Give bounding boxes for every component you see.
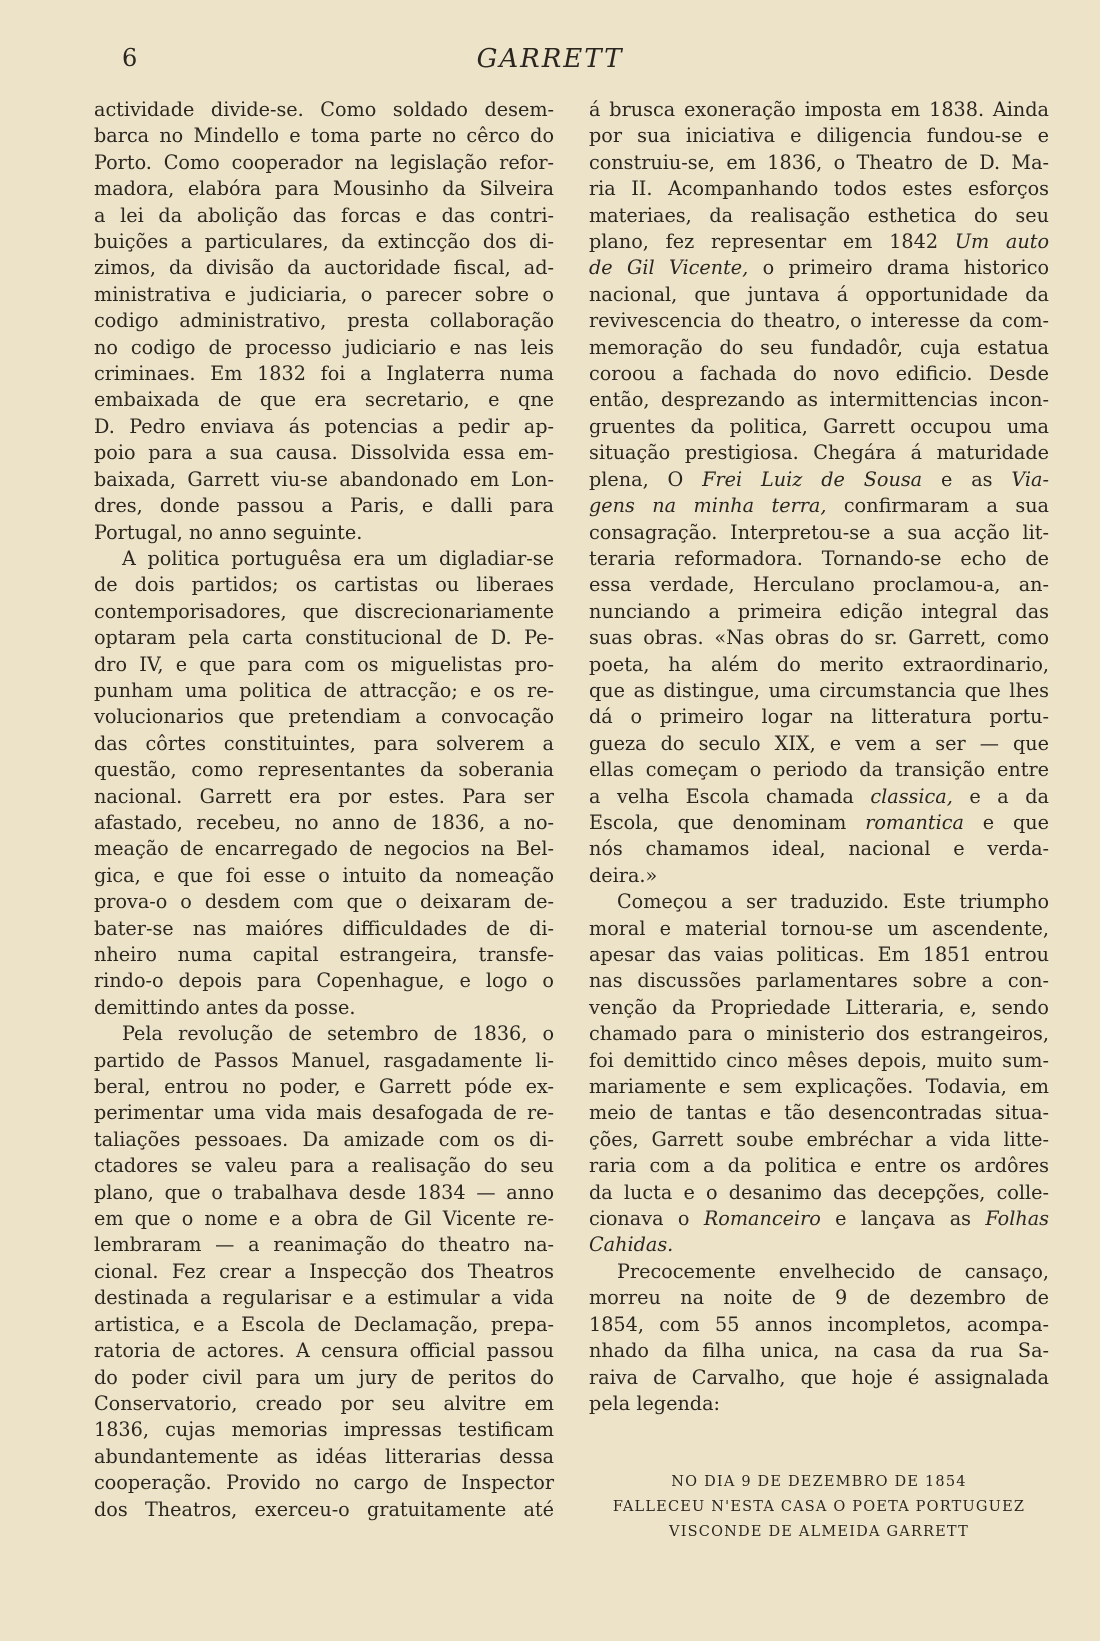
text-line: de dois partidos; os cartistas ou liberaes [94, 573, 554, 597]
text-line: Começou a ser traduzido. Este triumpho [617, 890, 1049, 914]
text-line: bater-se nas maióres difficuldades de di- [94, 916, 554, 940]
text-line: materiaes, da realisação esthetica do seu [589, 203, 1049, 227]
text-line: nunciando a primeira edição integral das [589, 599, 1049, 623]
text-line: optaram pela carta constitucional de D. Pe- [94, 626, 554, 650]
text-line: criminaes. Em 1832 foi a Inglaterra numa [94, 362, 554, 386]
text-line: demittindo antes da posse. [94, 995, 356, 1019]
text-line: mariamente e sem explicações. Todavia, em [589, 1075, 1049, 1099]
text-line: teraria reformadora. Tornando-se echo de [589, 546, 1049, 570]
text-line: então, desprezando as intermittencias incon- [589, 388, 1049, 412]
text-line: ministrativa e judiciaria, o parecer sobre o [94, 282, 554, 306]
text-line: poeta, ha além do merito extraordinario, [589, 652, 1049, 676]
text-line: plano, fez representar em 1842 Um auto [589, 230, 1049, 254]
text-line: questão, como representantes da soberania [94, 758, 554, 782]
text-line: do poder civil para um jury de peritos do [94, 1365, 554, 1389]
inscription-line: VISCONDE DE ALMEIDA GARRETT [669, 1524, 969, 1540]
text-line: ratoria de actores. A censura official passou [94, 1339, 554, 1363]
text-line: punham uma politica de attracção; e os re- [94, 678, 554, 702]
text-line: afastado, recebeu, no anno de 1836, a no- [94, 810, 554, 834]
text-line: apesar das vaias politicas. Em 1851 entrou [589, 943, 1049, 966]
text-line: barca no Mindello e toma parte no cêrco do [94, 124, 554, 148]
text-line: deira.» [589, 863, 658, 887]
text-line: nas discussões parlamentares sobre a con- [589, 969, 1049, 993]
text-line: buições a particulares, da extincção dos di- [94, 230, 554, 254]
text-line: cooperação. Provido no cargo de Inspector [94, 1471, 554, 1495]
left-column [94, 97, 554, 1523]
text-line: abundantemente as idéas litterarias dessa [94, 1444, 554, 1468]
text-line: ctadores se valeu para a realisação do seu [94, 1154, 554, 1178]
text-line: contemporisadores, que discrecionariamente [94, 599, 554, 623]
text-line: a velha Escola chamada classica, e a da [589, 784, 1049, 808]
text-line: embaixada de que era secretario, e qne [94, 388, 554, 412]
text-line: beral, entrou no poder, e Garrett póde ex- [94, 1075, 554, 1099]
text-line: gueza do seculo XIX, e vem a ser — que [589, 731, 1049, 755]
text-line: chamado para o ministerio dos estrangeiros, [589, 1022, 1049, 1046]
text-line: á brusca exoneração imposta em 1838. Ainda [589, 98, 1049, 121]
text-line: suas obras. «Nas obras do sr. Garrett, como [589, 626, 1049, 650]
text-line: D. Pedro enviava ás potencias a pedir ap- [94, 414, 554, 438]
text-line: cionava o Romanceiro e lançava as Folhas [589, 1207, 1049, 1231]
text-line: memoração do seu fundadôr, cuja estatua [589, 335, 1049, 359]
text-line: situação prestigiosa. Chegára á maturidade [589, 441, 1049, 465]
text-line: nhado da filha unica, na casa da rua Sa- [589, 1339, 1049, 1363]
text-line: dro IV, e que para com os miguelistas pro- [94, 652, 554, 676]
text-line: actividade divide-se. Como soldado desem- [94, 98, 554, 121]
text-line: nacional, que juntava á opportunidade da [589, 282, 1049, 306]
text-line: plena, O Frei Luiz de Sousa e as Via- [589, 467, 1049, 491]
text-line: consagração. Interpretou-se a sua acção lit- [589, 520, 1049, 544]
text-line: destinada a regularisar e a estimular a vida [94, 1286, 554, 1310]
text-line: nheiro numa capital estrangeira, transfe- [94, 943, 554, 966]
text-line: no codigo de processo judiciario e nas leis [94, 335, 554, 359]
inscription-line: FALLECEU N'ESTA CASA O POETA PORTUGUEZ [612, 1499, 1026, 1515]
text-line: perimentar uma vida mais desafogada de re- [94, 1101, 554, 1125]
page-number: 6 [122, 44, 138, 72]
text-line: ções, Garrett soube embréchar a vida litte- [589, 1127, 1049, 1151]
text-line: de Gil Vicente, o primeiro drama historico [589, 256, 1049, 280]
text-line: 1836, cujas memorias impressas testificam [94, 1418, 554, 1442]
text-line: coroou a fachada do novo edificio. Desde [589, 362, 1049, 386]
text-line: moral e material tornou-se um ascendente, [589, 916, 1049, 940]
text-line: da lucta e o desanimo das decepções, colle- [589, 1180, 1049, 1204]
text-line: dos Theatros, exerceu-o gratuitamente até [94, 1497, 554, 1521]
text-line: prova-o o desdem com que o deixaram de- [94, 890, 554, 914]
text-line: dá o primeiro logar na litteratura portu- [589, 705, 1049, 729]
text-line: ellas começam o periodo da transição entre [589, 758, 1049, 782]
text-line: que as distingue, uma circumstancia que lhes [589, 678, 1049, 702]
text-line: foi demittido cinco mêses depois, muito sum- [589, 1048, 1049, 1072]
text-line: Precocemente envelhecido de cansaço, [617, 1259, 1049, 1283]
text-line: construiu-se, em 1836, o Theatro de D. Ma- [589, 150, 1049, 174]
text-line: artistica, e a Escola de Declamação, prepa- [94, 1312, 554, 1336]
text-line: Escola, que denominam romantica e que [589, 810, 1049, 834]
text-line: rindo-o depois para Copenhague, e logo o [94, 969, 554, 993]
text-line: revivescencia do theatro, o interesse da com- [589, 309, 1049, 333]
text-line: raria com a da politica e entre os ardôres [589, 1154, 1049, 1178]
text-line: Porto. Como cooperador na legislação refor- [94, 150, 554, 174]
text-line: gica, e que foi esse o intuito da nomeação [94, 863, 554, 887]
text-line: 1854, com 55 annos incompletos, acompa- [589, 1312, 1049, 1336]
text-line: taliações pessoaes. Da amizade com os di- [94, 1127, 554, 1151]
text-line: essa verdade, Herculano proclamou-a, an- [589, 573, 1049, 597]
text-line: por sua iniciativa e diligencia fundou-se e [589, 124, 1049, 148]
text-line: nós chamamos ideal, nacional e verda- [589, 837, 1049, 861]
text-line: Pela revolução de setembro de 1836, o [122, 1022, 554, 1046]
text-line: poio para a sua causa. Dissolvida essa em- [94, 441, 554, 465]
text-line: pela legenda: [589, 1391, 720, 1415]
text-line: venção da Propriedade Litteraria, e, sendo [589, 995, 1049, 1019]
text-line: zimos, da divisão da auctoridade fiscal, ad- [94, 256, 554, 280]
right-column [589, 97, 1049, 1417]
text-line: Conservatorio, creado por seu alvitre em [94, 1391, 554, 1415]
text-line: cional. Fez crear a Inspecção dos Theatros [94, 1259, 554, 1283]
inscription-line: NO DIA 9 DE DEZEMBRO DE 1854 [671, 1474, 967, 1490]
text-line: em que o nome e a obra de Gil Vicente re- [94, 1207, 554, 1231]
text-line: gens na minha terra, confirmaram a sua [589, 494, 1050, 518]
text-line: ria II. Acompanhando todos estes esforços [589, 177, 1049, 201]
text-line: nacional. Garrett era por estes. Para ser [94, 784, 554, 808]
text-line: das côrtes constituintes, para solverem a [94, 731, 554, 755]
text-line: raiva de Carvalho, que hoje é assignalada [589, 1365, 1049, 1389]
text-line: meação de encarregado de negocios na Bel- [94, 837, 554, 861]
text-line: partido de Passos Manuel, rasgadamente li- [94, 1048, 554, 1072]
text-line: lembraram — a reanimação do theatro na- [94, 1233, 554, 1257]
text-line: Portugal, no anno seguinte. [94, 520, 363, 544]
text-line: volucionarios que pretendiam a convocação [94, 705, 554, 729]
text-line: codigo administrativo, presta collaboração [94, 309, 554, 333]
text-line: plano, que o trabalhava desde 1834 — anno [94, 1180, 554, 1204]
text-line: madora, elabóra para Mousinho da Silveira [94, 177, 554, 201]
text-line: gruentes da politica, Garrett occupou uma [589, 414, 1049, 438]
text-line: Cahidas. [589, 1233, 674, 1257]
inscription [589, 1470, 1049, 1545]
text-line: morreu na noite de 9 de dezembro de [589, 1286, 1049, 1310]
text-line: a lei da abolição das forcas e das contri- [94, 203, 554, 227]
text-line: dres, donde passou a Paris, e dalli para [94, 494, 554, 518]
text-line: baixada, Garrett viu-se abandonado em Lon- [94, 467, 554, 491]
text-line: A politica portuguêsa era um digladiar-se [122, 546, 554, 570]
running-title: GARRETT [476, 44, 624, 74]
text-line: meio de tantas e tão desencontradas situa- [589, 1101, 1049, 1125]
